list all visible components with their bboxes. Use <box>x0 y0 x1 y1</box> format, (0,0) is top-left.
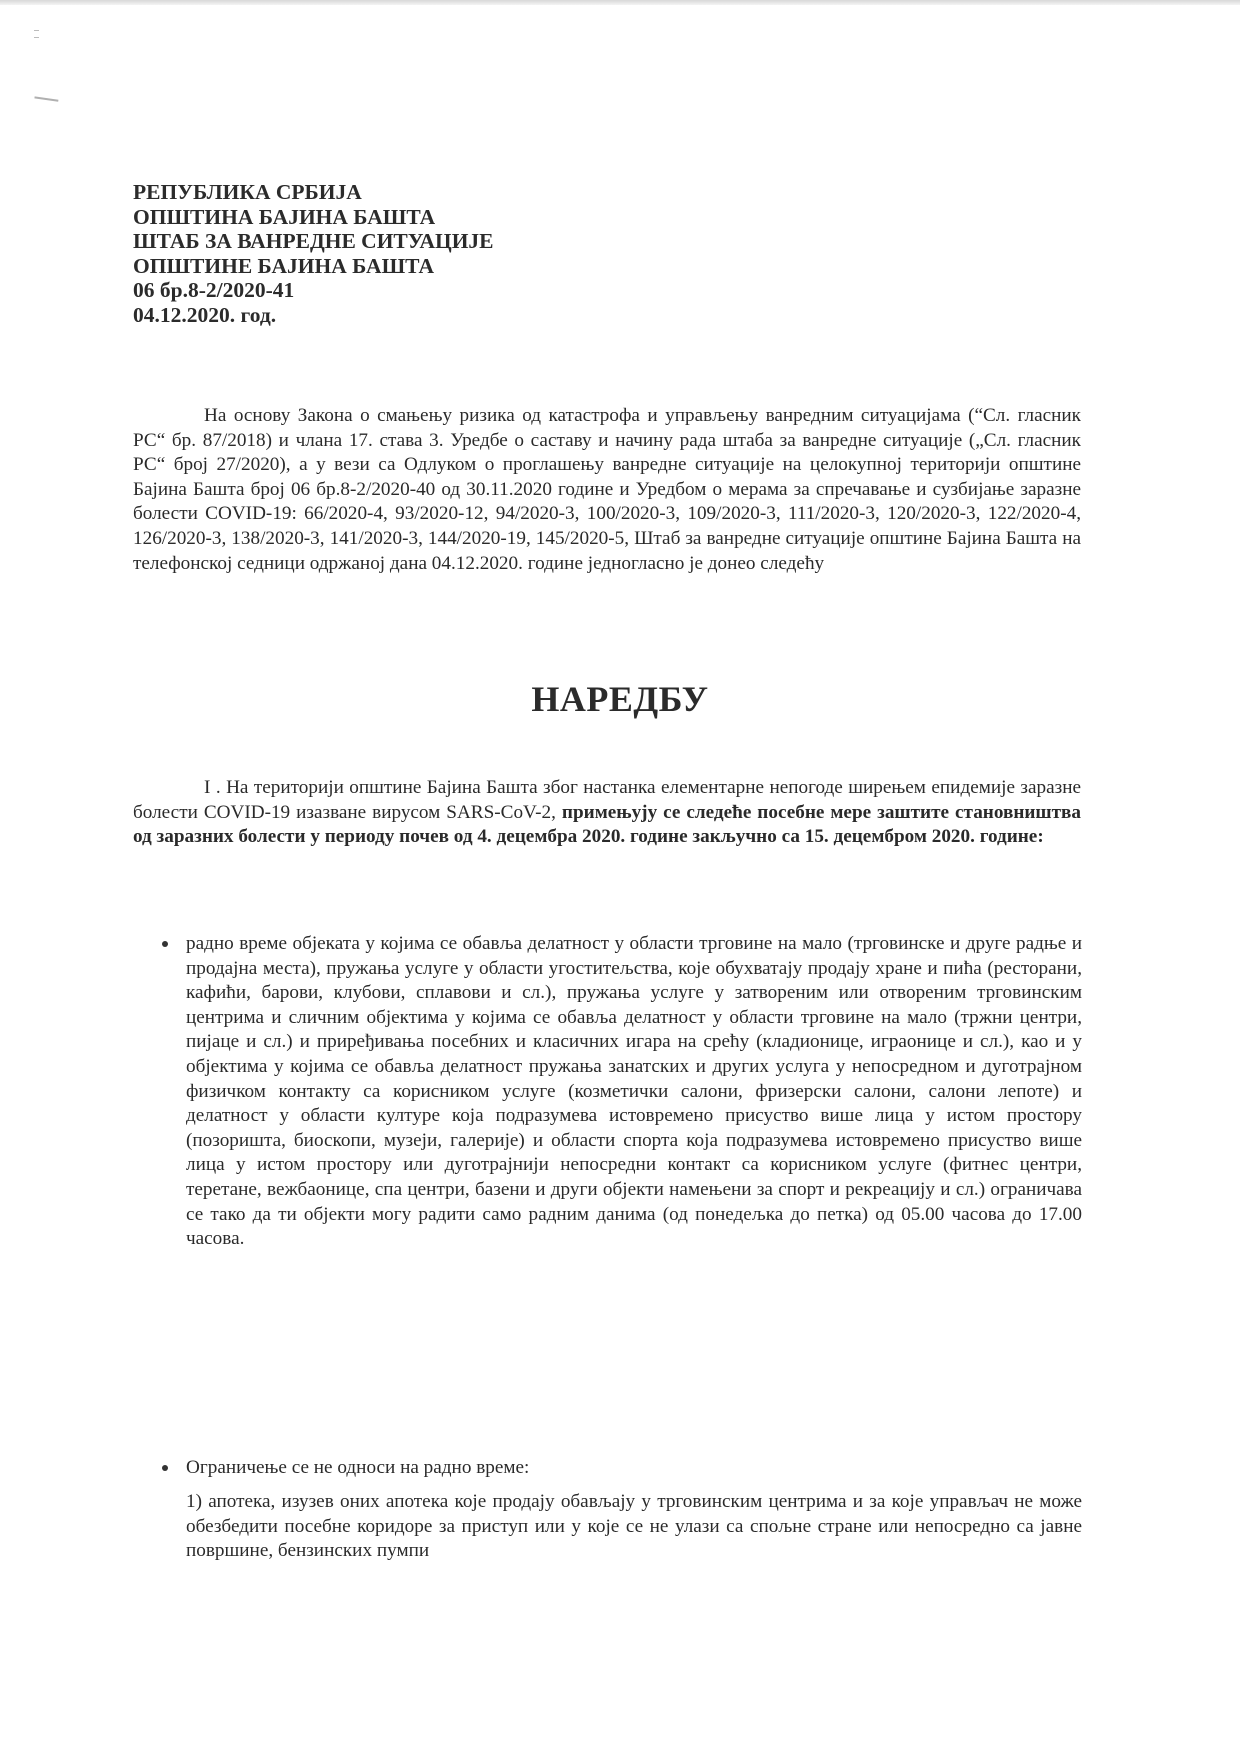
bullet-text: радно време објеката у којима се обавља делатност у области трговине на мало (трговинске и друге радње и продајна места), пружања услуге у области угоститељства, које обухватају продају хране и пића (ресторани, кафићи, барови, клубови, сплавови и сл.), пружања услуге у затвореним или отвореним трговинским центрима и сличним објектима у којима се обавља делатност у области трговине на мало (тржни центри, пијаце и сл.) и приређивања посебних и класичних игара на срећу (кладионице, играонице и сл.), као и у објектима у којима се обавља делатност пружања занатских и других услуга у непосредном и дуготрајном физичком контакту са корисником услуге (козметички салони, фризерски салони, салони лепоте) и делатност у области културе која подразумева истовремено присуство више лица у истом простору (позоришта, биоскопи, музеји, галерије) и области спорта која подразумева истовремено присуство више лица у истом простору или дуготрајнији непосредни контакт са корисником услуге (фитнес центри, теретане, вежбаонице, спа центри, базени и други објекти намењени за спорт и рекреацију и сл.) ограничава се тако да ти објекти могу радити само радним данима (од понедељка до петка) од 05.00 часова до 17.00 часова. <box>186 933 1082 1250</box>
header-line-staff: ШТАБ ЗА ВАНРЕДНЕ СИТУАЦИЈЕ <box>133 229 494 254</box>
bullet-item <box>186 932 1082 1252</box>
document-header <box>133 180 494 328</box>
scan-artifact <box>34 96 59 107</box>
reference-number: 06 бр.8-2/2020-41 <box>133 278 295 303</box>
document-title: НАРЕДБУ <box>531 679 709 719</box>
bullet-item <box>186 1456 1082 1481</box>
intro-paragraph: На основу Закона о смањењу ризика од катастрофа и управљењу ванредним ситуацијама (“Сл. гласник РС“ бр. 87/2018) и члана 17. става 3. Уредбе о саставу и начину рада штаба за ванредне ситуације („Сл. гласник РС“ број 27/2020), а у вези са Одлуком о проглашењу ванредне ситуације на целокупној територији општине Бајина Башта број 06 бр.8-2/2020-40 од 30.11.2020 године и Уредбом о мерама за спречавање и сузбијање заразне болести COVID-19: 66/2020-4, 93/2020-12, 94/2020-3, 100/2020-3, 109/2020-3, 111/2020-3, 120/2020-3, 122/2020-4, 126/2020-3, 138/2020-3, 141/2020-3, 144/2020-19, 145/2020-5, Штаб за ванредне ситуације општине Бајина Башта на телефонској седници одржаној дана 04.12.2020. године једногласно је донео следећу <box>133 405 1081 574</box>
scan-artifact <box>34 30 39 38</box>
header-line-country: РЕПУБЛИКА СРБИЈА <box>133 180 362 204</box>
header-line-staff-municipality: ОПШТИНЕ БАЈИНА БАШТА <box>133 253 434 278</box>
bullet-icon <box>162 941 168 947</box>
section-one-paragraph <box>133 776 1081 850</box>
document-date: 04.12.2020. год. <box>133 302 277 327</box>
bullet-icon <box>162 1465 168 1471</box>
exception-item: 1) апотека, изузев оних апотека које продају обављају у трговинским центрима и за које управљач не може обезбедити посебне коридоре за приступ или у које се не улази са спољне стране или непосредно са јавне површине, бензинских пумпи <box>186 1491 1082 1562</box>
section-one-bold-text: примењују се следеће посебне мере заштите становништва од заразних болести у периоду почев од 4. децембра 2020. године закључно са 15. децембром 2020. године: <box>133 801 1082 848</box>
bullet-text: Ограничење се не односи на радно време: <box>186 1457 530 1478</box>
scan-top-edge <box>0 0 1240 5</box>
section-one-text: I . На територији општине Бајина Башта због настанка елементарне непогоде ширењем епидемије заразне болести COVID-19 изазване вирусом SARS-CoV-2, <box>133 777 1081 823</box>
header-line-municipality: ОПШТИНА БАЈИНА БАШТА <box>133 204 436 229</box>
